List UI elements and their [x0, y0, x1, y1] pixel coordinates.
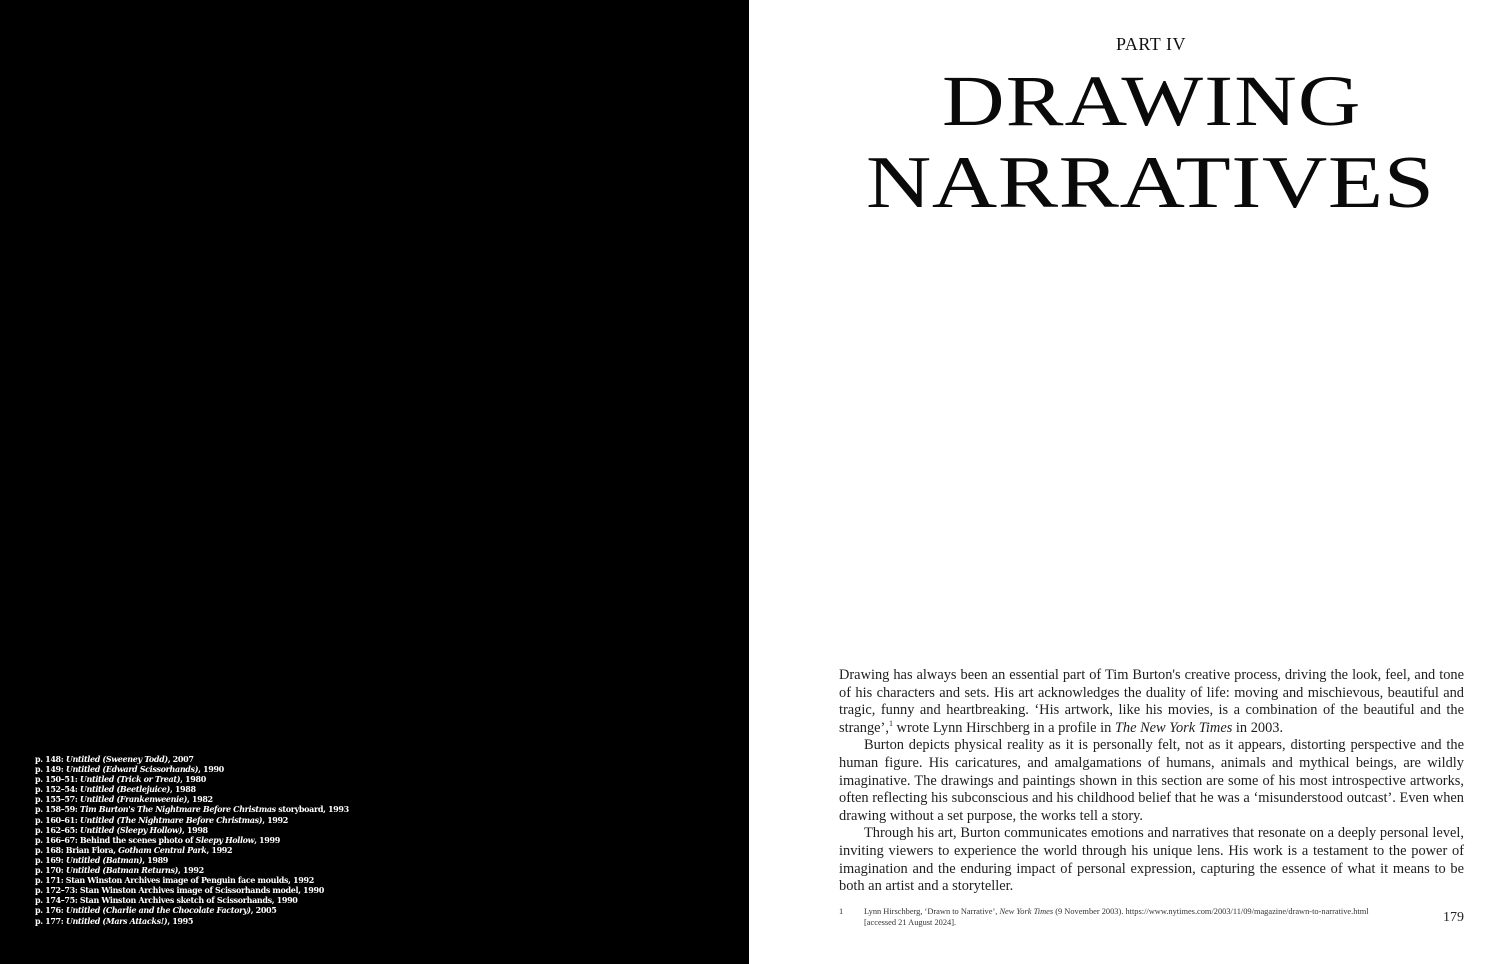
footnote: [839, 906, 1399, 928]
footnote-publication: New York Times: [999, 907, 1054, 916]
footnote-ref: 1: [888, 718, 893, 728]
image-captions-list: [35, 754, 349, 926]
caption-artwork-title: Untitled (Mars Attacks!): [65, 915, 168, 926]
left-page: [0, 0, 749, 964]
footnote-text: [864, 906, 1394, 928]
caption-ref: p. 160–61:: [35, 814, 80, 825]
caption-details: , 1980: [180, 774, 206, 785]
caption-ref: p. 152–54:: [35, 784, 80, 795]
part-label: PART IV: [1116, 34, 1186, 54]
publication-title: The New York Times: [1114, 719, 1233, 736]
caption-details: , 1999: [254, 834, 280, 845]
caption-artwork-title: Untitled (Batman Returns): [65, 865, 179, 876]
caption-artwork-title: Untitled (The Nightmare Before Christmas): [79, 814, 263, 825]
caption-artwork-title: Untitled (Beetlejuice): [79, 784, 170, 795]
caption-details: , 1988: [169, 784, 196, 795]
caption-ref: p. 171: Stan Winston Archives image of Penguin face moulds, 1992: [35, 875, 314, 886]
caption-ref: p. 162–65:: [35, 824, 80, 835]
footnote-text-a: Lynn Hirschberg, ‘Drawn to Narrative’,: [864, 907, 1000, 916]
caption-ref: p. 168: Brian Flora,: [35, 844, 119, 855]
caption-artwork-title: Untitled (Edward Scissorhands): [65, 764, 199, 775]
caption-ref: p. 172–73: Stan Winston Archives image of Scissorhands model, 1990: [35, 885, 324, 896]
body-paragraph-2: Burton depicts physical reality as it is personally felt, not as it appears, distorting perspective and the human figure. His caricatures, and amalgamations of humans, animals and mythical beings, are wildly imaginative. The drawings and paintings shown in this section are some of his most introspective artworks, often reflecting his subconscious and his childhood belief that he was a ‘misunderstood outcast’. Even when drawing without a set purpose, the works tell a story.: [839, 737, 1464, 824]
paragraph-1-text-end: in 2003.: [1232, 719, 1284, 736]
caption-item: [35, 804, 349, 814]
footnote-number: 1: [839, 907, 844, 916]
caption-artwork-title: Untitled (Batman): [65, 854, 143, 865]
caption-item: [35, 815, 349, 825]
chapter-title-line-1: DRAWING: [942, 61, 1362, 142]
caption-details: , 1998: [182, 824, 208, 835]
caption-artwork-title: Gotham Central Park: [118, 844, 207, 855]
caption-details: , 1989: [142, 854, 169, 865]
caption-item: [35, 835, 349, 845]
caption-item: [35, 905, 349, 915]
caption-item: [35, 794, 349, 804]
caption-details: storyboard, 1993: [275, 804, 349, 815]
caption-item: [35, 825, 349, 835]
caption-item: [35, 784, 349, 794]
caption-details: , 1992: [178, 865, 204, 876]
caption-artwork-title: Untitled (Sleepy Hollow): [79, 824, 183, 835]
caption-ref: p. 148:: [35, 754, 66, 764]
caption-ref: p. 155–57:: [35, 794, 80, 805]
caption-ref: p. 158–59:: [35, 804, 80, 815]
caption-item: [35, 875, 349, 885]
caption-details: , 1990: [198, 764, 224, 775]
caption-item: [35, 865, 349, 875]
caption-item: [35, 845, 349, 855]
caption-item: [35, 895, 349, 905]
caption-ref: p. 177:: [35, 915, 66, 926]
caption-ref: p. 166–67: Behind the scenes photo of: [35, 834, 196, 845]
caption-details: , 1982: [187, 794, 213, 805]
caption-artwork-title: Tim Burton's The Nightmare Before Christmas: [79, 804, 276, 815]
caption-details: , 2005: [250, 905, 277, 916]
caption-item: [35, 764, 349, 774]
caption-ref: p. 170:: [35, 865, 66, 876]
caption-ref: p. 174–75: Stan Winston Archives sketch of Scissorhands, 1990: [35, 895, 298, 906]
caption-details: , 1992: [262, 814, 288, 825]
caption-artwork-title: Untitled (Charlie and the Chocolate Factory): [65, 905, 251, 916]
page-number: 179: [1443, 910, 1464, 925]
caption-item: [35, 855, 349, 865]
paragraph-1-text: Drawing has always been an essential part of Tim Burton's creative process, driving the look, feel, and tone of his characters and sets. His art acknowledges the duality of life: moving and mischievous, beautiful and tragic, funny and heartbreaking. ‘His artwork, like his movies, is a combination of the beautiful and the strange’,: [839, 667, 1464, 736]
caption-item: [35, 885, 349, 895]
caption-artwork-title: Sleepy Hollow: [195, 834, 255, 845]
caption-item: [35, 774, 349, 784]
caption-details: , 1992: [206, 844, 233, 855]
caption-artwork-title: Untitled (Sweeney Todd): [65, 754, 168, 764]
body-text: [839, 667, 1464, 896]
caption-ref: p. 169:: [35, 854, 66, 865]
footnote-text-b: (9 November 2003). https://www.nytimes.com/2003/11/09/magazine/drawn-to-narrative.html [accessed 21 August 2024].: [864, 907, 1369, 927]
caption-ref: p. 150–51:: [35, 774, 80, 785]
paragraph-1-text-cont: wrote Lynn Hirschberg in a profile in: [892, 719, 1115, 736]
caption-artwork-title: Untitled (Frankenweenie): [79, 794, 188, 805]
caption-ref: p. 176:: [35, 905, 66, 916]
body-paragraph-1: [839, 667, 1464, 737]
body-paragraph-3: Through his art, Burton communicates emotions and narratives that resonate on a deeply personal level, inviting viewers to experience the world through his unique lens. His work is a testament to the power of imagination and the enduring impact of personal expression, capturing the essence of what it means to be both an artist and a storyteller.: [839, 825, 1464, 895]
chapter-title-line-2: NARRATIVES: [866, 142, 1435, 224]
caption-ref: p. 149:: [35, 764, 66, 775]
caption-item: [35, 754, 349, 764]
caption-details: , 2007: [167, 754, 194, 764]
caption-details: , 1995: [167, 915, 194, 926]
caption-item: [35, 916, 349, 926]
caption-artwork-title: Untitled (Trick or Treat): [79, 774, 181, 785]
